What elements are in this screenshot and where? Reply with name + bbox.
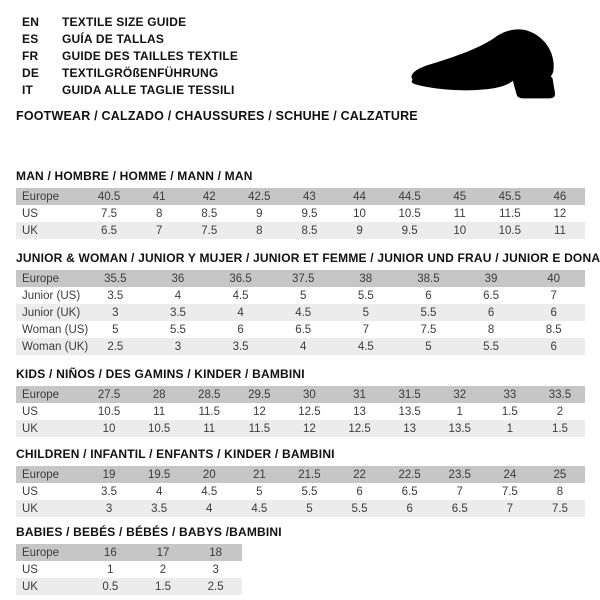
size-cell: 6: [237, 323, 244, 336]
section-babies: [16, 525, 585, 595]
size-cell: 3: [212, 563, 219, 576]
row-label: UK: [22, 224, 38, 237]
section-children: [16, 447, 585, 517]
size-cell: 8: [256, 224, 263, 237]
size-cell: 41: [152, 190, 166, 203]
size-cell: 2.5: [207, 580, 224, 593]
size-row: [16, 304, 585, 321]
row-label: Europe: [22, 190, 60, 203]
size-cell: 13: [353, 405, 366, 418]
row-label: Europe: [22, 468, 60, 481]
size-cell: 4: [155, 485, 163, 498]
lang-text: TEXTILGRÖßENFÜHRUNG: [62, 66, 219, 80]
size-cell: 10.5: [498, 224, 522, 237]
row-label: Europe: [22, 546, 60, 559]
size-cell: 5: [256, 485, 263, 498]
shoe-icon: [394, 20, 586, 108]
size-cell: 10: [353, 207, 366, 220]
lang-code: ES: [22, 32, 39, 46]
size-cell: 7.5: [101, 207, 118, 220]
lang-text: GUIDA ALLE TAGLIE TESSILI: [62, 83, 235, 97]
lang-code: DE: [22, 66, 40, 80]
size-cell: 4: [206, 502, 213, 515]
size-cell: 10.5: [398, 207, 421, 220]
size-cell: 4: [299, 340, 307, 353]
size-cell: 7: [362, 323, 370, 336]
size-cell: 4.5: [201, 485, 218, 498]
row-label: US: [22, 405, 38, 418]
row-label: US: [22, 207, 38, 220]
size-cell: 5: [362, 306, 370, 319]
size-cell: 4.5: [251, 502, 268, 515]
size-cell: 45: [453, 190, 467, 203]
size-cell: 7: [456, 485, 463, 498]
size-cell: 8: [487, 323, 495, 336]
size-row: [16, 500, 585, 517]
size-cell: 38.5: [417, 272, 440, 285]
size-cell: 1.5: [501, 405, 518, 418]
size-cell: 35.5: [104, 272, 127, 285]
lang-text: GUÍA DE TALLAS: [62, 32, 165, 46]
size-cell: 4.5: [232, 289, 249, 302]
row-label: UK: [22, 422, 38, 435]
row-label: Junior (US): [22, 289, 81, 302]
size-cell: 4: [237, 306, 244, 319]
row-label: Woman (US): [22, 323, 89, 336]
size-cell: 46: [553, 190, 567, 203]
size-cell: 13.5: [398, 405, 421, 418]
row-label: US: [22, 485, 38, 498]
size-cell: 43: [303, 190, 316, 203]
size-cell: 8: [155, 207, 163, 220]
size-cell: 1: [506, 422, 514, 435]
size-cell: 6.5: [401, 485, 418, 498]
size-table-children: [16, 466, 585, 517]
size-cell: 7.5: [501, 485, 518, 498]
section-junior-woman: [16, 251, 600, 355]
size-cell: 11: [553, 224, 566, 237]
size-cell: 28: [152, 388, 166, 401]
size-row: [16, 420, 585, 437]
size-cell: 42: [202, 190, 216, 203]
size-cell: 10.5: [147, 422, 171, 435]
row-label: UK: [22, 580, 38, 593]
size-cell: 45.5: [498, 190, 522, 203]
size-cell: 16: [103, 546, 117, 559]
size-cell: 36.5: [229, 272, 252, 285]
size-cell: 5: [112, 323, 119, 336]
size-cell: 5.5: [420, 306, 437, 319]
size-cell: 11: [153, 405, 166, 418]
section-man: [16, 169, 585, 239]
size-cell: 9.5: [301, 207, 318, 220]
size-cell: 5: [425, 340, 432, 353]
size-header-row: [16, 270, 585, 287]
size-cell: 4: [174, 289, 182, 302]
size-cell: 7: [506, 502, 514, 515]
size-cell: 6.5: [483, 289, 500, 302]
size-row: [16, 338, 585, 355]
size-cell: 13: [403, 422, 417, 435]
size-cell: 4.5: [357, 340, 374, 353]
section-kids: [16, 367, 585, 437]
size-cell: 37.5: [291, 272, 315, 285]
row-label: Woman (UK): [22, 340, 89, 353]
size-cell: 32: [453, 388, 467, 401]
size-cell: 7: [155, 224, 163, 237]
size-cell: 11.5: [198, 405, 220, 418]
size-row: [16, 205, 585, 222]
size-cell: 39: [484, 272, 498, 285]
row-label: UK: [22, 502, 38, 515]
size-row: [16, 561, 242, 578]
size-cell: 5: [306, 502, 313, 515]
size-cell: 8.5: [301, 224, 318, 237]
size-cell: 8.5: [545, 323, 562, 336]
lang-code: IT: [22, 83, 34, 97]
size-cell: 6: [406, 502, 413, 515]
size-cell: 6.5: [295, 323, 312, 336]
size-row: [16, 403, 585, 420]
size-cell: 33: [503, 388, 517, 401]
row-label: US: [22, 563, 38, 576]
size-cell: 22.5: [398, 468, 421, 481]
section-title: JUNIOR & WOMAN / JUNIOR Y MUJER / JUNIOR ET FEMME / JUNIOR UND FRAU / JUNIOR E DONA: [16, 251, 600, 265]
size-table-junior-woman: [16, 270, 585, 355]
size-cell: 3.5: [101, 485, 118, 498]
size-header-row: [16, 188, 585, 205]
size-row: [16, 578, 242, 595]
size-cell: 3.5: [232, 340, 249, 353]
size-row: [16, 287, 585, 304]
size-cell: 2.5: [107, 340, 124, 353]
size-cell: 7: [550, 289, 557, 302]
size-cell: 27.5: [97, 388, 121, 401]
size-cell: 3.5: [107, 289, 124, 302]
size-cell: 1.5: [154, 580, 171, 593]
lang-text: TEXTILE SIZE GUIDE: [62, 15, 187, 29]
size-cell: 5.5: [301, 485, 318, 498]
size-cell: 36: [171, 272, 185, 285]
size-cell: 5: [299, 289, 307, 302]
size-row: [16, 483, 585, 500]
size-cell: 29.5: [248, 388, 271, 401]
size-row: [16, 222, 585, 239]
size-cell: 7.5: [420, 323, 437, 336]
size-cell: 12.5: [348, 422, 371, 435]
size-cell: 6: [425, 289, 432, 302]
size-cell: 12: [252, 405, 266, 418]
size-cell: 22: [353, 468, 366, 481]
size-cell: 4.5: [295, 306, 312, 319]
size-cell: 10.5: [97, 405, 121, 418]
size-table-babies: [16, 544, 242, 595]
size-cell: 5.5: [483, 340, 500, 353]
size-cell: 21: [252, 468, 266, 481]
size-cell: 5.5: [351, 502, 368, 515]
size-cell: 44: [353, 190, 366, 203]
size-cell: 33.5: [548, 388, 572, 401]
size-cell: 2: [556, 405, 564, 418]
size-cell: 5.5: [169, 323, 186, 336]
size-cell: 2: [159, 563, 167, 576]
size-cell: 9: [256, 207, 263, 220]
size-cell: 18: [209, 546, 223, 559]
size-cell: 21.5: [298, 468, 321, 481]
section-title: CHILDREN / INFANTIL / ENFANTS / KINDER / BAMBINI: [16, 447, 335, 461]
size-cell: 6: [550, 306, 557, 319]
size-cell: 40.5: [97, 190, 121, 203]
size-cell: 13.5: [448, 422, 471, 435]
size-cell: 24: [503, 468, 517, 481]
size-cell: 10: [453, 224, 467, 237]
size-header-row: [16, 466, 585, 483]
size-cell: 1: [456, 405, 463, 418]
size-table-man: [16, 188, 585, 239]
size-cell: 30: [303, 388, 316, 401]
size-cell: 9.5: [401, 224, 418, 237]
size-cell: 6: [487, 306, 495, 319]
size-cell: 6: [356, 485, 363, 498]
size-cell: 1: [107, 563, 114, 576]
size-cell: 40: [547, 272, 561, 285]
size-header-row: [16, 386, 585, 403]
size-cell: 0.5: [102, 580, 119, 593]
size-cell: 11: [453, 207, 466, 220]
size-row: [16, 321, 585, 338]
size-cell: 38: [359, 272, 373, 285]
size-cell: 12: [553, 207, 567, 220]
size-cell: 11: [203, 422, 216, 435]
size-cell: 8: [556, 485, 564, 498]
size-cell: 17: [156, 546, 170, 559]
section-title: BABIES / BEBÉS / BÉBÉS / BABYS /BAMBINI: [16, 525, 282, 539]
size-cell: 12: [303, 422, 316, 435]
size-cell: 10: [102, 422, 116, 435]
row-label: Europe: [22, 272, 60, 285]
size-cell: 31.5: [398, 388, 421, 401]
size-cell: 28.5: [198, 388, 221, 401]
size-cell: 7.5: [551, 502, 568, 515]
size-cell: 42.5: [248, 190, 271, 203]
section-title: KIDS / NIÑOS / DES GAMINS / KINDER / BAMBINI: [16, 367, 305, 381]
size-cell: 3: [105, 502, 113, 515]
size-table-kids: [16, 386, 585, 437]
size-cell: 3.5: [151, 502, 168, 515]
size-cell: 6: [550, 340, 557, 353]
size-cell: 5.5: [357, 289, 374, 302]
size-cell: 7.5: [201, 224, 218, 237]
size-cell: 20: [202, 468, 216, 481]
row-label: Europe: [22, 388, 60, 401]
size-cell: 6.5: [451, 502, 468, 515]
row-label: Junior (UK): [22, 306, 81, 319]
size-cell: 9: [356, 224, 363, 237]
size-header-row: [16, 544, 242, 561]
lang-text: GUIDE DES TAILLES TEXTILE: [62, 49, 239, 63]
size-cell: 1.5: [551, 422, 568, 435]
section-title: MAN / HOMBRE / HOMME / MANN / MAN: [16, 169, 253, 183]
size-cell: 3: [174, 340, 182, 353]
category-line: FOOTWEAR / CALZADO / CHAUSSURES / SCHUHE / CALZATURE: [16, 109, 418, 123]
lang-code: FR: [22, 49, 39, 63]
size-cell: 11.5: [499, 207, 521, 220]
size-cell: 8.5: [201, 207, 218, 220]
size-cell: 19.5: [147, 468, 171, 481]
size-cell: 19: [102, 468, 116, 481]
size-cell: 23.5: [448, 468, 471, 481]
size-cell: 11.5: [248, 422, 271, 435]
size-cell: 3.5: [169, 306, 186, 319]
lang-code: EN: [22, 15, 40, 29]
size-cell: 44.5: [398, 190, 421, 203]
size-cell: 3: [112, 306, 119, 319]
size-cell: 31: [353, 388, 366, 401]
size-cell: 12.5: [298, 405, 321, 418]
size-cell: 25: [553, 468, 567, 481]
size-cell: 6.5: [101, 224, 118, 237]
